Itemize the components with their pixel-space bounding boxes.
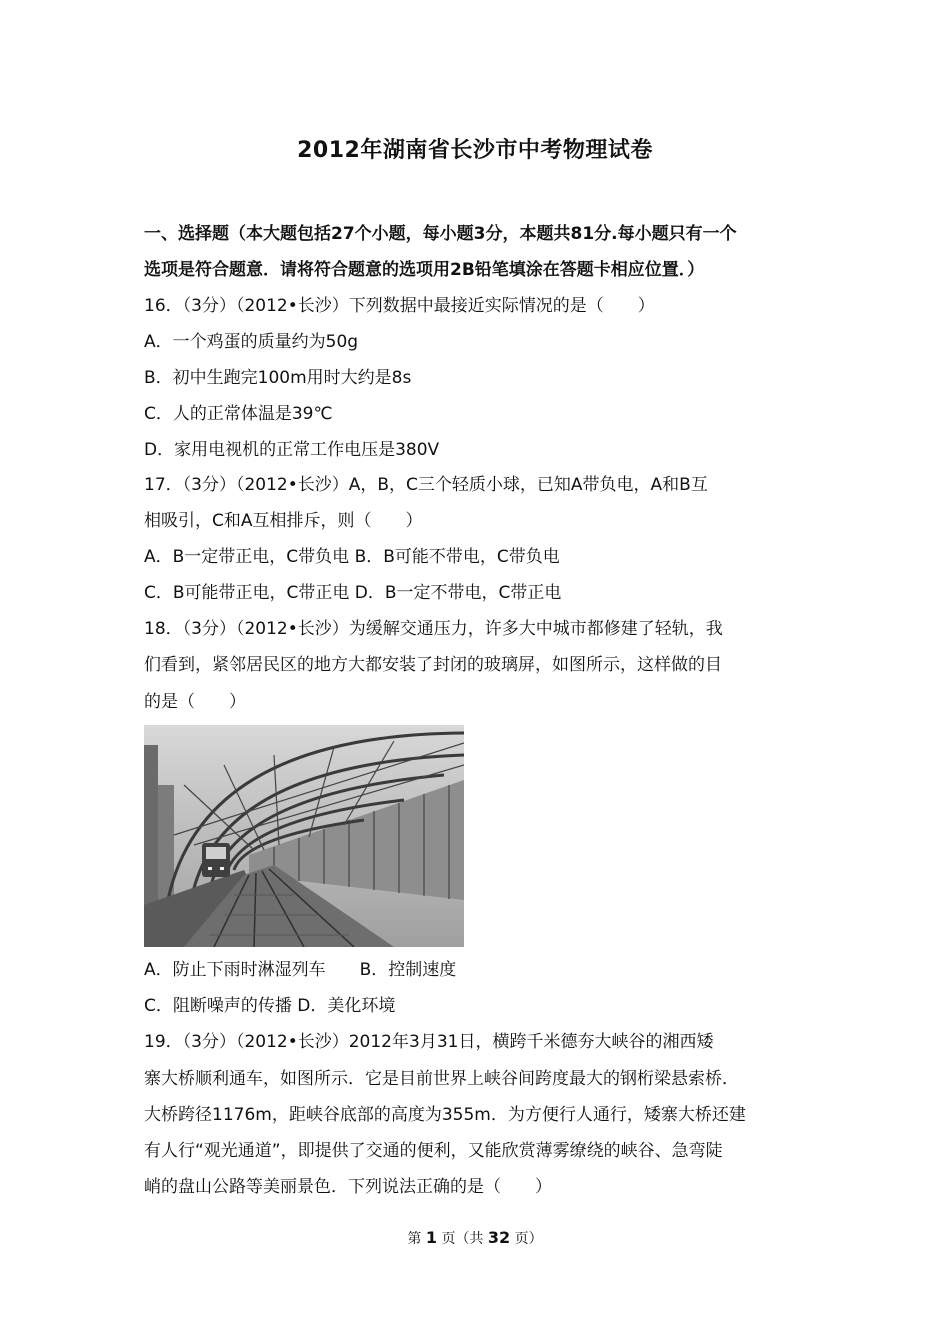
q19-stem-line5: 峭的盘山公路等美丽景色．下列说法正确的是（ ） xyxy=(144,1177,552,1197)
q16-stem: 16．（3分）（2012•长沙）下列数据中最接近实际情况的是（ ） xyxy=(144,296,655,316)
q18-options-cd: C．阻断噪声的传播 D．美化环境 xyxy=(144,996,396,1016)
q17-stem-line1: 17．（3分）（2012•长沙）A，B，C三个轻质小球，已知A带负电，A和B互 xyxy=(144,475,708,495)
footer-suffix: 页） xyxy=(514,1231,543,1247)
q19-stem-line1: 19．（3分）（2012•长沙）2012年3月31日，横跨千米德夯大峡谷的湘西矮 xyxy=(144,1032,714,1052)
footer-total-pages: 32 xyxy=(487,1228,511,1247)
q18-stem-line3: 的是（ ） xyxy=(144,692,246,712)
q17-options-cd: C．B可能带正电，C带正电 D．B一定不带电，C带正电 xyxy=(144,583,562,603)
q19-stem-line2: 寨大桥顺利通车，如图所示．它是目前世界上峡谷间跨度最大的钢桁梁悬索桥． xyxy=(144,1069,739,1089)
page-footer xyxy=(0,1228,950,1248)
footer-page-number: 1 xyxy=(425,1228,437,1247)
page-title: 2012年湖南省长沙市中考物理试卷 xyxy=(297,138,653,163)
footer-mid: 页（共 xyxy=(441,1231,484,1247)
q16-option-a: A．一个鸡蛋的质量约为50g xyxy=(144,332,359,352)
q18-options-ab: A．防止下雨时淋湿列车 B．控制速度 xyxy=(144,960,457,980)
q16-option-b: B．初中生跑完100m用时大约是8s xyxy=(144,368,412,388)
q17-options-ab: A．B一定带正电，C带负电 B．B可能不带电，C带负电 xyxy=(144,547,560,567)
q19-stem-line3: 大桥跨径1176m，距峡谷底部的高度为355m．为方便行人通行，矮寨大桥还建 xyxy=(144,1105,746,1125)
q16-option-c: C．人的正常体温是39℃ xyxy=(144,404,333,424)
q18-stem-line2: 们看到，紧邻居民区的地方大都安装了封闭的玻璃屏，如图所示，这样做的目 xyxy=(144,655,722,675)
footer-prefix: 第 xyxy=(407,1231,422,1247)
q19-stem-line4: 有人行“观光通道”，即提供了交通的便利，又能欣赏薄雾缭绕的峡谷、急弯陡 xyxy=(144,1141,723,1161)
section-heading-line2: 选项是符合题意．请将符合题意的选项用2B铅笔填涂在答题卡相应位置．） xyxy=(144,260,705,280)
section-heading-line1: 一、选择题（本大题包括27个小题，每小题3分，本题共81分.每小题只有一个 xyxy=(144,224,737,244)
q17-stem-line2: 相吸引，C和A互相排斥，则（ ） xyxy=(144,511,423,531)
light-rail-noise-barrier-photo xyxy=(144,725,464,947)
q16-option-d: D．家用电视机的正常工作电压是380V xyxy=(144,440,440,460)
q18-stem-line1: 18．（3分）（2012•长沙）为缓解交通压力，许多大中城市都修建了轻轨，我 xyxy=(144,619,723,639)
